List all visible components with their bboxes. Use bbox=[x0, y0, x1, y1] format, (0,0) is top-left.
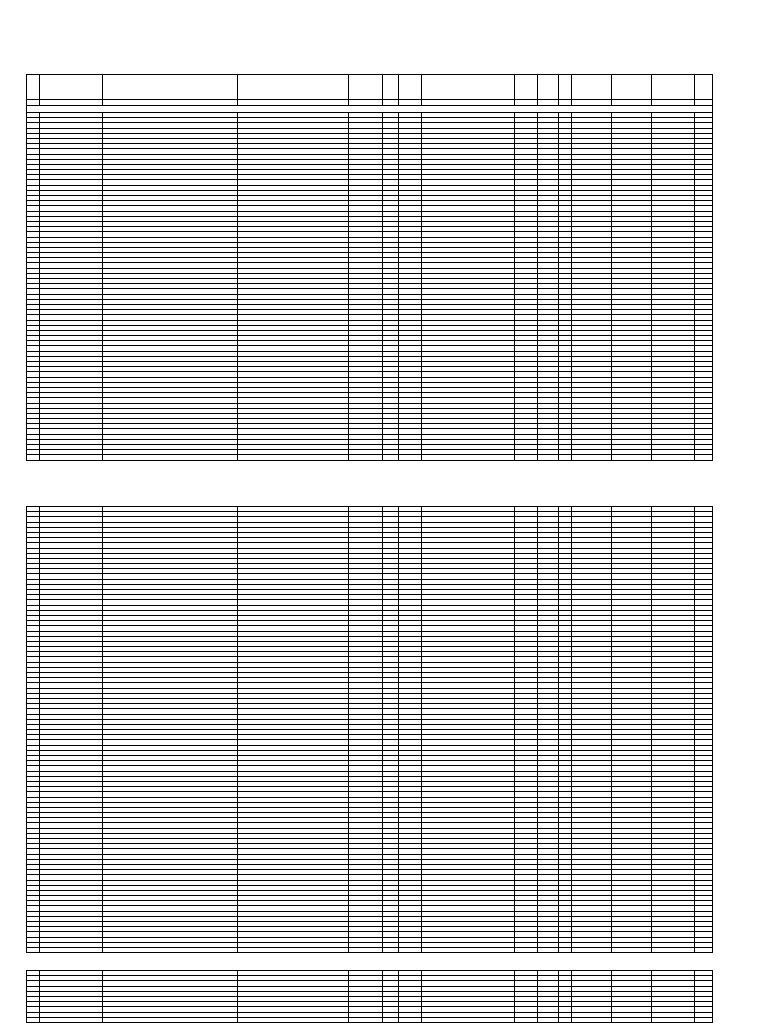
header-tujuan bbox=[237, 75, 348, 100]
table-cell bbox=[383, 1017, 399, 1022]
header-kebutuhan-sumber bbox=[422, 75, 514, 100]
table-cell bbox=[103, 455, 238, 460]
table-cell bbox=[39, 1017, 103, 1022]
table-cell bbox=[422, 455, 514, 460]
header-waktu bbox=[537, 75, 558, 100]
table-cell bbox=[349, 1017, 383, 1022]
table-cell bbox=[694, 455, 712, 460]
table-cell bbox=[612, 1017, 652, 1022]
table-cell bbox=[237, 455, 348, 460]
table-row bbox=[27, 455, 713, 460]
section-title bbox=[27, 106, 713, 113]
table-cell bbox=[422, 1017, 514, 1022]
table-cell bbox=[537, 1017, 558, 1022]
body-rows-page-1 bbox=[27, 118, 713, 460]
table-cell bbox=[39, 947, 103, 952]
ruk-table-page-1 bbox=[26, 74, 713, 461]
table-cell bbox=[383, 455, 399, 460]
header-mitra bbox=[514, 75, 537, 100]
header-no bbox=[27, 75, 40, 100]
table-cell bbox=[27, 455, 40, 460]
table-cell bbox=[383, 947, 399, 952]
table-cell bbox=[399, 1017, 422, 1022]
body-rows-page-3 bbox=[27, 971, 713, 1023]
table-cell bbox=[349, 947, 383, 952]
table-cell bbox=[237, 947, 348, 952]
table-cell bbox=[422, 947, 514, 952]
table-cell bbox=[27, 947, 40, 952]
table-cell bbox=[612, 455, 652, 460]
table-cell bbox=[103, 947, 238, 952]
header-penanggung bbox=[399, 75, 422, 100]
header-sumber bbox=[694, 75, 712, 100]
table-cell bbox=[652, 1017, 694, 1022]
table-cell bbox=[537, 455, 558, 460]
ruk-table-page-2 bbox=[26, 506, 713, 953]
header-kegiatan bbox=[103, 75, 238, 100]
table-cell bbox=[514, 1017, 537, 1022]
table-cell bbox=[349, 455, 383, 460]
table-cell bbox=[399, 947, 422, 952]
table-cell bbox=[537, 947, 558, 952]
header-upaya bbox=[39, 75, 103, 100]
table-cell bbox=[652, 947, 694, 952]
body-rows-page-2 bbox=[27, 507, 713, 953]
header-total bbox=[612, 75, 652, 100]
table-cell bbox=[612, 947, 652, 952]
table-cell bbox=[571, 455, 611, 460]
table-cell bbox=[694, 947, 712, 952]
table-cell bbox=[103, 1017, 238, 1022]
table-cell bbox=[399, 455, 422, 460]
table-cell bbox=[514, 947, 537, 952]
table-cell bbox=[559, 1017, 572, 1022]
header-sasaran bbox=[349, 75, 383, 100]
table-cell bbox=[39, 455, 103, 460]
table-cell bbox=[559, 947, 572, 952]
ruk-table-page-3 bbox=[26, 970, 713, 1023]
header-vol bbox=[559, 75, 572, 100]
table-header-row bbox=[27, 75, 713, 100]
table-cell bbox=[559, 455, 572, 460]
table-cell bbox=[694, 1017, 712, 1022]
table-cell bbox=[237, 1017, 348, 1022]
table-row bbox=[27, 1017, 713, 1022]
table-cell bbox=[27, 1017, 40, 1022]
section-row bbox=[27, 106, 713, 113]
table-cell bbox=[514, 455, 537, 460]
header-unit bbox=[571, 75, 611, 100]
header-target bbox=[383, 75, 399, 100]
table-cell bbox=[571, 1017, 611, 1022]
table-row bbox=[27, 947, 713, 952]
table-cell bbox=[571, 947, 611, 952]
header-indikator bbox=[652, 75, 694, 100]
table-cell bbox=[652, 455, 694, 460]
